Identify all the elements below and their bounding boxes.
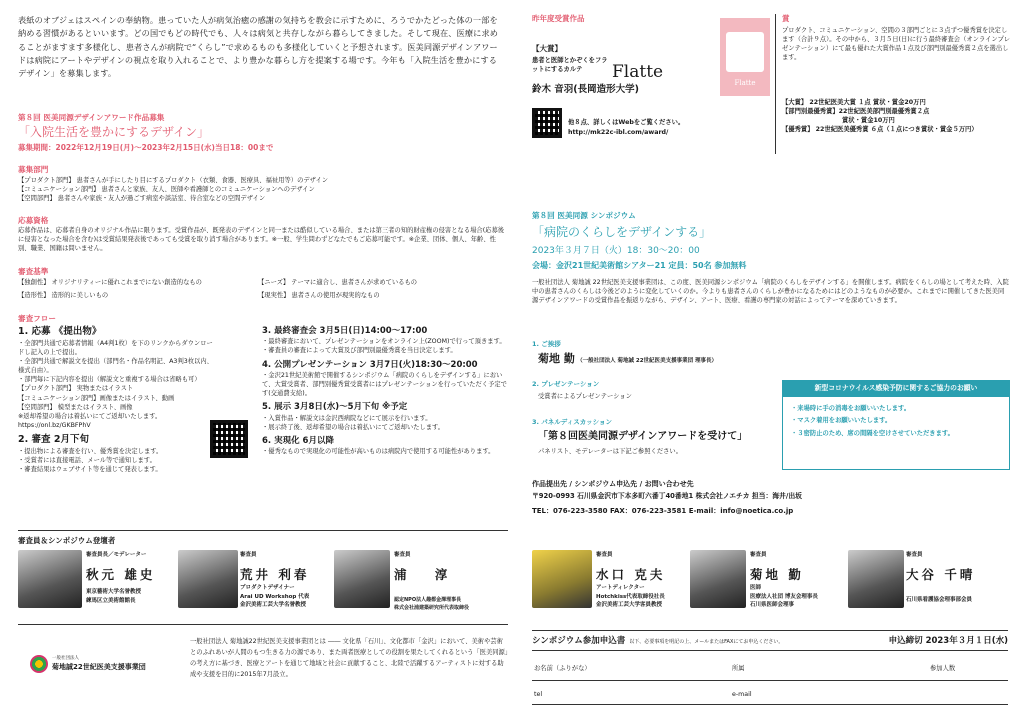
flow-step-title: 1. 応募 《提出物》 xyxy=(18,326,102,337)
judge-affiliation: 医療法人社団 博友会理事長 xyxy=(750,593,818,600)
judge-photo xyxy=(18,550,82,608)
award-heading: 第８回 医美同源デザインアワード作品募集 xyxy=(18,113,165,122)
divider xyxy=(18,530,508,531)
covid-notice-item: ・来場時に手の消毒をお願いいたします。 xyxy=(791,404,911,412)
covid-notice-box xyxy=(782,380,1010,470)
judge-role: 審査員長／モデレーター xyxy=(86,552,147,558)
form-name-label: お名前（ふりがな） xyxy=(534,665,591,672)
flow-step-item: ・優秀なもので実現化の可能性が高いものは病院内で使用する可能性があります。 xyxy=(262,448,495,456)
judge-affiliation: Arai UD Workshop 代表 xyxy=(240,593,310,600)
flow-step-item: ※返却希望の場合は着払いにてご返却いたします。 xyxy=(18,412,162,420)
judge-name: 大谷 千晴 xyxy=(906,567,976,582)
judge-photo xyxy=(690,550,746,608)
department-item: 【空間部門】 患者さんや家族・友人が過ごす病室や談話室、待合室などの空間デザイン xyxy=(18,195,266,203)
judge-role: 審査員 xyxy=(240,552,257,558)
judge-photo xyxy=(334,550,390,608)
covid-notice-item: ・マスク着用をお願いいたします。 xyxy=(791,417,892,425)
judge-name: 水口 克夫 xyxy=(596,567,666,582)
intro-text: 表紙のオブジェはスペインの奉納物。患っていた人が病気治癒の感謝の気持ちを教会に示すために、ろうでかたどった体の一部を納める習慣があるといいます。どの国でもどの時代でも、人々は病気と共存しながら暮らしてきました。そして現在、医療に求めることがますます多様化し、患者さんが病院で“くらし”で求めるものも多様化していくと予想されます。医美同源デザインアワードは病院にアートやデザインの視点を取り入れることで、より豊かな暮らし方を提案する場です。今年も「入院生活を豊かにするデザイン」を募集します。 xyxy=(18,15,499,79)
covid-notice-item: ・３密防止のため、席の間隔を空けさせていただきます。 xyxy=(791,430,954,438)
prize-lines xyxy=(782,98,1010,135)
judge-affiliation: Hotchkiss代表取締役社長 xyxy=(596,593,665,600)
program-3-heading: 3. パネルディスカッション xyxy=(532,418,613,426)
prev-product: Flatte xyxy=(612,62,664,82)
award-qr-code[interactable] xyxy=(532,108,562,138)
prize-line: 【優秀賞】 22世紀医美優秀賞 ６点（１点につき賞状・賞金５万円） xyxy=(782,126,978,134)
judge-photo xyxy=(178,550,238,608)
covid-notice-title: 新型コロナウイルス感染予防に関するご協力のお願い xyxy=(783,381,1009,397)
download-qr-code[interactable] xyxy=(210,420,248,458)
flow-step-item: ・全部門共通で応募者情報（A4判1枚）を下のリンクからダウンロードし記入の上で提出。 xyxy=(18,339,213,356)
criteria-heading: 審査基準 xyxy=(18,267,49,276)
symposium-date: 2023年３月７日（火）18：30〜20：00 xyxy=(532,246,700,256)
judge-role: 審査員 xyxy=(394,552,411,558)
org-logo xyxy=(30,650,158,678)
judge-affiliation: 石川県看護協会理事部会員 xyxy=(906,597,973,603)
eligibility-heading: 応募資格 xyxy=(18,216,49,225)
form-tel-label: tel xyxy=(534,691,543,698)
card-panel xyxy=(726,32,764,72)
department-item: 【コミュニケーション部門】 患者さんと家族、友人、医師や看護師とのコミュニケーションへのデザイン xyxy=(18,186,315,194)
criteria-cell: 【独創性】 オリジナリティーに優れこれまでにない創造的なもの xyxy=(18,279,202,286)
judge-affiliation: 医師 xyxy=(750,585,762,591)
prev-winner: 鈴木 音羽(長岡造形大学) xyxy=(532,84,639,95)
form-row-line[interactable] xyxy=(532,704,1008,705)
contact-tel[interactable]: TEL：076-223-3580 FAX：076-223-3581 E-mail：info@noetica.co.jp xyxy=(532,507,794,515)
flow-step-item: 【プロダクト部門】 実物またはイラスト xyxy=(18,385,134,393)
criteria-cell: 【現実性】 患者さんの使用が現実的なもの xyxy=(258,292,380,300)
prev-work: 患者と医師とかぞくをフラットにするカルテ xyxy=(532,57,608,74)
org-text: 一般社団法人 菊地誠22世紀医美支援事業団とは ―― 文化県「石川」、文化都市「金沢」において、美術や芸術とのふれあいが人間のもつ生きる力の源であり、また両者医療としての役割を果たしてくれるという「医美同源」の考え方に基づき、医療とアートを通じて地域と社会に貢献すること、北陸で活躍するアーティストに対する助成や支援を目的に2015年7月設立。 xyxy=(190,638,508,679)
program-2-text: 受賞者によるプレゼンテーション xyxy=(538,393,632,400)
form-note: 以下、必要事項を明記の上、メールまたはFAXにてお申込ください。 xyxy=(629,639,784,645)
eligibility-text: 応募作品は、応募者自身のオリジナル作品に限ります。受賞作品が、既発表のデザインと同一または酷似している場合、または第三者の知的財産権の侵害となる場合(応募後に侵害となった場合を含む)は受賞結果発表後であっても受賞を取り消す場合があります。※一般、学生問わずどなたでもご応募可能です。※企業、団体、個人、年齢、性別、職業、国籍は問いません。 xyxy=(18,227,505,253)
flow-step-title: 3. 最終審査会 3月5日(日)14:00〜17:00 xyxy=(262,326,428,336)
flow-step-item: ・部門毎に下記内容を提出（解説文と重複する場合は省略も可） xyxy=(18,376,201,384)
award-period: 募集期間：2022年12月19日(月)〜2023年2月15日(水)当日18：00まで xyxy=(18,143,274,152)
symposium-venue: 会場：金沢21世紀美術館シアター21 定員：50名 参加無料 xyxy=(532,261,747,270)
judge-affiliation: 株式会社浦建築研究所代表取締役 xyxy=(394,605,470,611)
judge-photo xyxy=(848,550,904,608)
judge-affiliation: 石川県医師会理事 xyxy=(750,602,795,609)
flow-step-item: ・受賞者には直接電話、メール等で通知します。 xyxy=(18,456,156,464)
judge-affiliation: 金沢美術工芸大学客員教授 xyxy=(596,602,663,609)
flatte-card-image xyxy=(720,18,770,96)
prize-line: 【部門別最優秀賞】22世紀医美部門別最優秀賞２点 xyxy=(782,108,930,116)
prize-heading: 賞 xyxy=(782,14,790,23)
form-email-label: e-mail xyxy=(732,691,752,698)
card-brand: Flatte xyxy=(734,78,756,87)
award-theme: 「入院生活を豊かにするデザイン」 xyxy=(18,125,210,139)
org-logo-icon xyxy=(30,655,48,673)
flow-step-title: 4. 公開プレゼンテーション 3月7日(火)18:30〜20:00 xyxy=(262,359,478,370)
flow-step-item: 【空間部門】 模型またはイラスト、画像 xyxy=(18,403,133,411)
form-count-label: 参加人数 xyxy=(930,665,956,672)
judges-heading: 審査員＆シンポジウム登壇者 xyxy=(18,536,116,545)
criteria-cell: 【造形性】 造形的に美しいもの xyxy=(18,292,109,300)
program-3-text: パネリスト、モデレーターは下記ご参照ください。 xyxy=(538,448,683,455)
judge-affiliation: 金沢美術工芸大学名誉教授 xyxy=(240,602,307,609)
departments-list xyxy=(18,176,508,203)
divider xyxy=(18,624,508,625)
form-title: シンポジウム参加申込書 xyxy=(532,636,626,646)
flow-step-item: ・金沢21世紀美術館で開催するシンポジウム「病院のくらしをデザインする」において、大賞受賞者、部門別優秀賞受賞者にはプレゼンテーションを行っていただく予定です(交通費支給)。 xyxy=(262,371,507,398)
program-1-name: 菊地 勤 xyxy=(538,352,575,365)
flow-step-item: ・審査員の審査によって大賞及び部門別最優秀賞を当日決定します。 xyxy=(262,347,457,355)
program-3-title: 「第８回医美同源デザインアワードを受けて」 xyxy=(538,431,748,442)
judge-role: 審査員 xyxy=(906,552,923,558)
symposium-heading: 第８回 医美同源 シンポジウム xyxy=(532,211,636,220)
criteria-table xyxy=(18,278,508,300)
form-deadline: 申込締切 2023年３月１日(水) xyxy=(888,636,1008,646)
form-row-line[interactable] xyxy=(532,680,1008,681)
program-1-role: （一般社団法人 菊地誠 22世紀医美支援事業団 理事長） xyxy=(577,358,717,364)
flow-step-item: ・提出物による審査を行い、優秀賞を決定します。 xyxy=(18,447,163,455)
symposium-title: 「病院のくらしをデザインする」 xyxy=(532,225,712,239)
flow-step-item: 【コミュニケーション部門】画像またはイラスト、動画 xyxy=(18,394,175,402)
program-2-heading: 2. プレゼンテーション xyxy=(532,380,600,388)
prize-line: 賞状・賞金10万円 xyxy=(842,117,895,125)
divider xyxy=(775,14,776,154)
judge-affiliation: 練馬区立美術館館長 xyxy=(86,597,136,604)
departments-heading: 募集部門 xyxy=(18,165,49,174)
judge-name: 菊地 勤 xyxy=(750,567,804,582)
program-1 xyxy=(538,351,717,367)
judge-name: 荒井 利春 xyxy=(240,567,310,582)
award-url-link[interactable]: http://mk22c-ibl.com/award/ xyxy=(568,129,669,136)
flow-step-item: ・審査結果はウェブサイト等を通じて発表します。 xyxy=(18,466,162,474)
judge-affiliation: アートディレクター xyxy=(596,585,645,591)
divider xyxy=(532,630,1008,631)
flow-step-title: 6. 実現化 6月以降 xyxy=(262,435,334,446)
prev-more: 他８点、詳しくはWebをご覧ください。 xyxy=(568,119,685,126)
judge-name: 秋元 雄史 xyxy=(86,567,156,582)
judge-name: 浦 淳 xyxy=(394,567,460,582)
judge-role: 審査員 xyxy=(750,552,767,558)
department-item: 【プロダクト部門】 患者さんが手にしたり目にするプロダクト（衣類、食器、医療具、福祉用等）のデザイン xyxy=(18,177,329,184)
program-1-heading: 1. ご挨拶 xyxy=(532,340,561,348)
org-logo-small: 一般社団法人 xyxy=(52,655,79,661)
flow-step-title: 5. 展示 3月8日(水)〜5月下旬 ※予定 xyxy=(262,402,408,413)
prev-grand: 【大賞】 xyxy=(532,44,562,53)
prev-label: 昨年度受賞作品 xyxy=(532,14,585,23)
download-link[interactable]: https://onl.bz/GKBFPhV xyxy=(18,421,91,429)
judge-affiliation: プロダクトデザイナー xyxy=(240,585,295,591)
prize-line: 【大賞】 22世紀医美大賞 １点 賞状・賞金20万円 xyxy=(782,99,926,106)
prize-text: プロダクト、コミュニケーション、空間の３部門ごとに３点ずつ優秀賞を決定します（合計９点）。その中から、３月５日(日)に行う最終審査会（オンラインプレゼンテーション）にて最も優れた大賞作品１点及び部門別最優秀賞２点を選出します。 xyxy=(782,27,1011,62)
form-header xyxy=(532,635,1008,647)
contact-title: 作品提出先 / シンポジウム申込先 / お問い合わせ先 xyxy=(532,480,694,488)
flow-right-column xyxy=(262,325,507,456)
org-logo-text: 菊地誠22世紀医美支援事業団 xyxy=(52,663,146,672)
flow-step-item: ・入賞作品・解説文は金沢西病院などにて展示を行います。 xyxy=(262,414,432,422)
judge-affiliation: 東京藝術大学名誉教授 xyxy=(86,589,142,595)
judge-photo xyxy=(532,550,592,608)
flow-step-item: ・展示終了後、返却希望の場合は着払いにてご返却いたします。 xyxy=(262,423,445,431)
criteria-cell: 【ニーズ】 テーマに適合し、患者さんが求めているもの xyxy=(258,279,418,286)
form-affiliation-label: 所属 xyxy=(732,665,745,672)
flow-step-item: ・全部門共通で解説文を提出（部門名・作品名明記、A3判3枚以内、様式自由）。 xyxy=(18,358,213,375)
flow-step-title: 2. 審査 2月下旬 xyxy=(18,434,89,446)
symposium-description: 一般社団法人 菊地誠 22世紀医美支援事業団は、この度、医美同源シンポジウム「病院のくらしをデザインする」を開催します。病院をくらしの場として考えた時、入院中の患者さんのくらしは今後どのように変化していくのか。今よりも患者さんのくらしが豊かになるためにはどのようなものが必要か。これまでに開催してきた医美同源デザインアワードの受賞作品を振返りながら、デザイン、アート、医療、看護の専門家の対話によってテーマを深めていきます。 xyxy=(532,279,1009,305)
flow-step-item: ・最終審査において、プレゼンテーションをオンライン上(ZOOM)で行って頂きます。 xyxy=(262,338,506,346)
flow-heading: 審査フロー xyxy=(18,314,56,323)
judge-role: 審査員 xyxy=(596,552,613,558)
divider xyxy=(532,650,1008,651)
contact-address: 〒920-0993 石川県金沢市下本多町六番丁40番地1 株式会社ノエチカ 担当：海井/出坂 xyxy=(532,492,802,500)
judge-affiliation: 認定NPO法人趣都金澤理事長 xyxy=(394,597,462,603)
